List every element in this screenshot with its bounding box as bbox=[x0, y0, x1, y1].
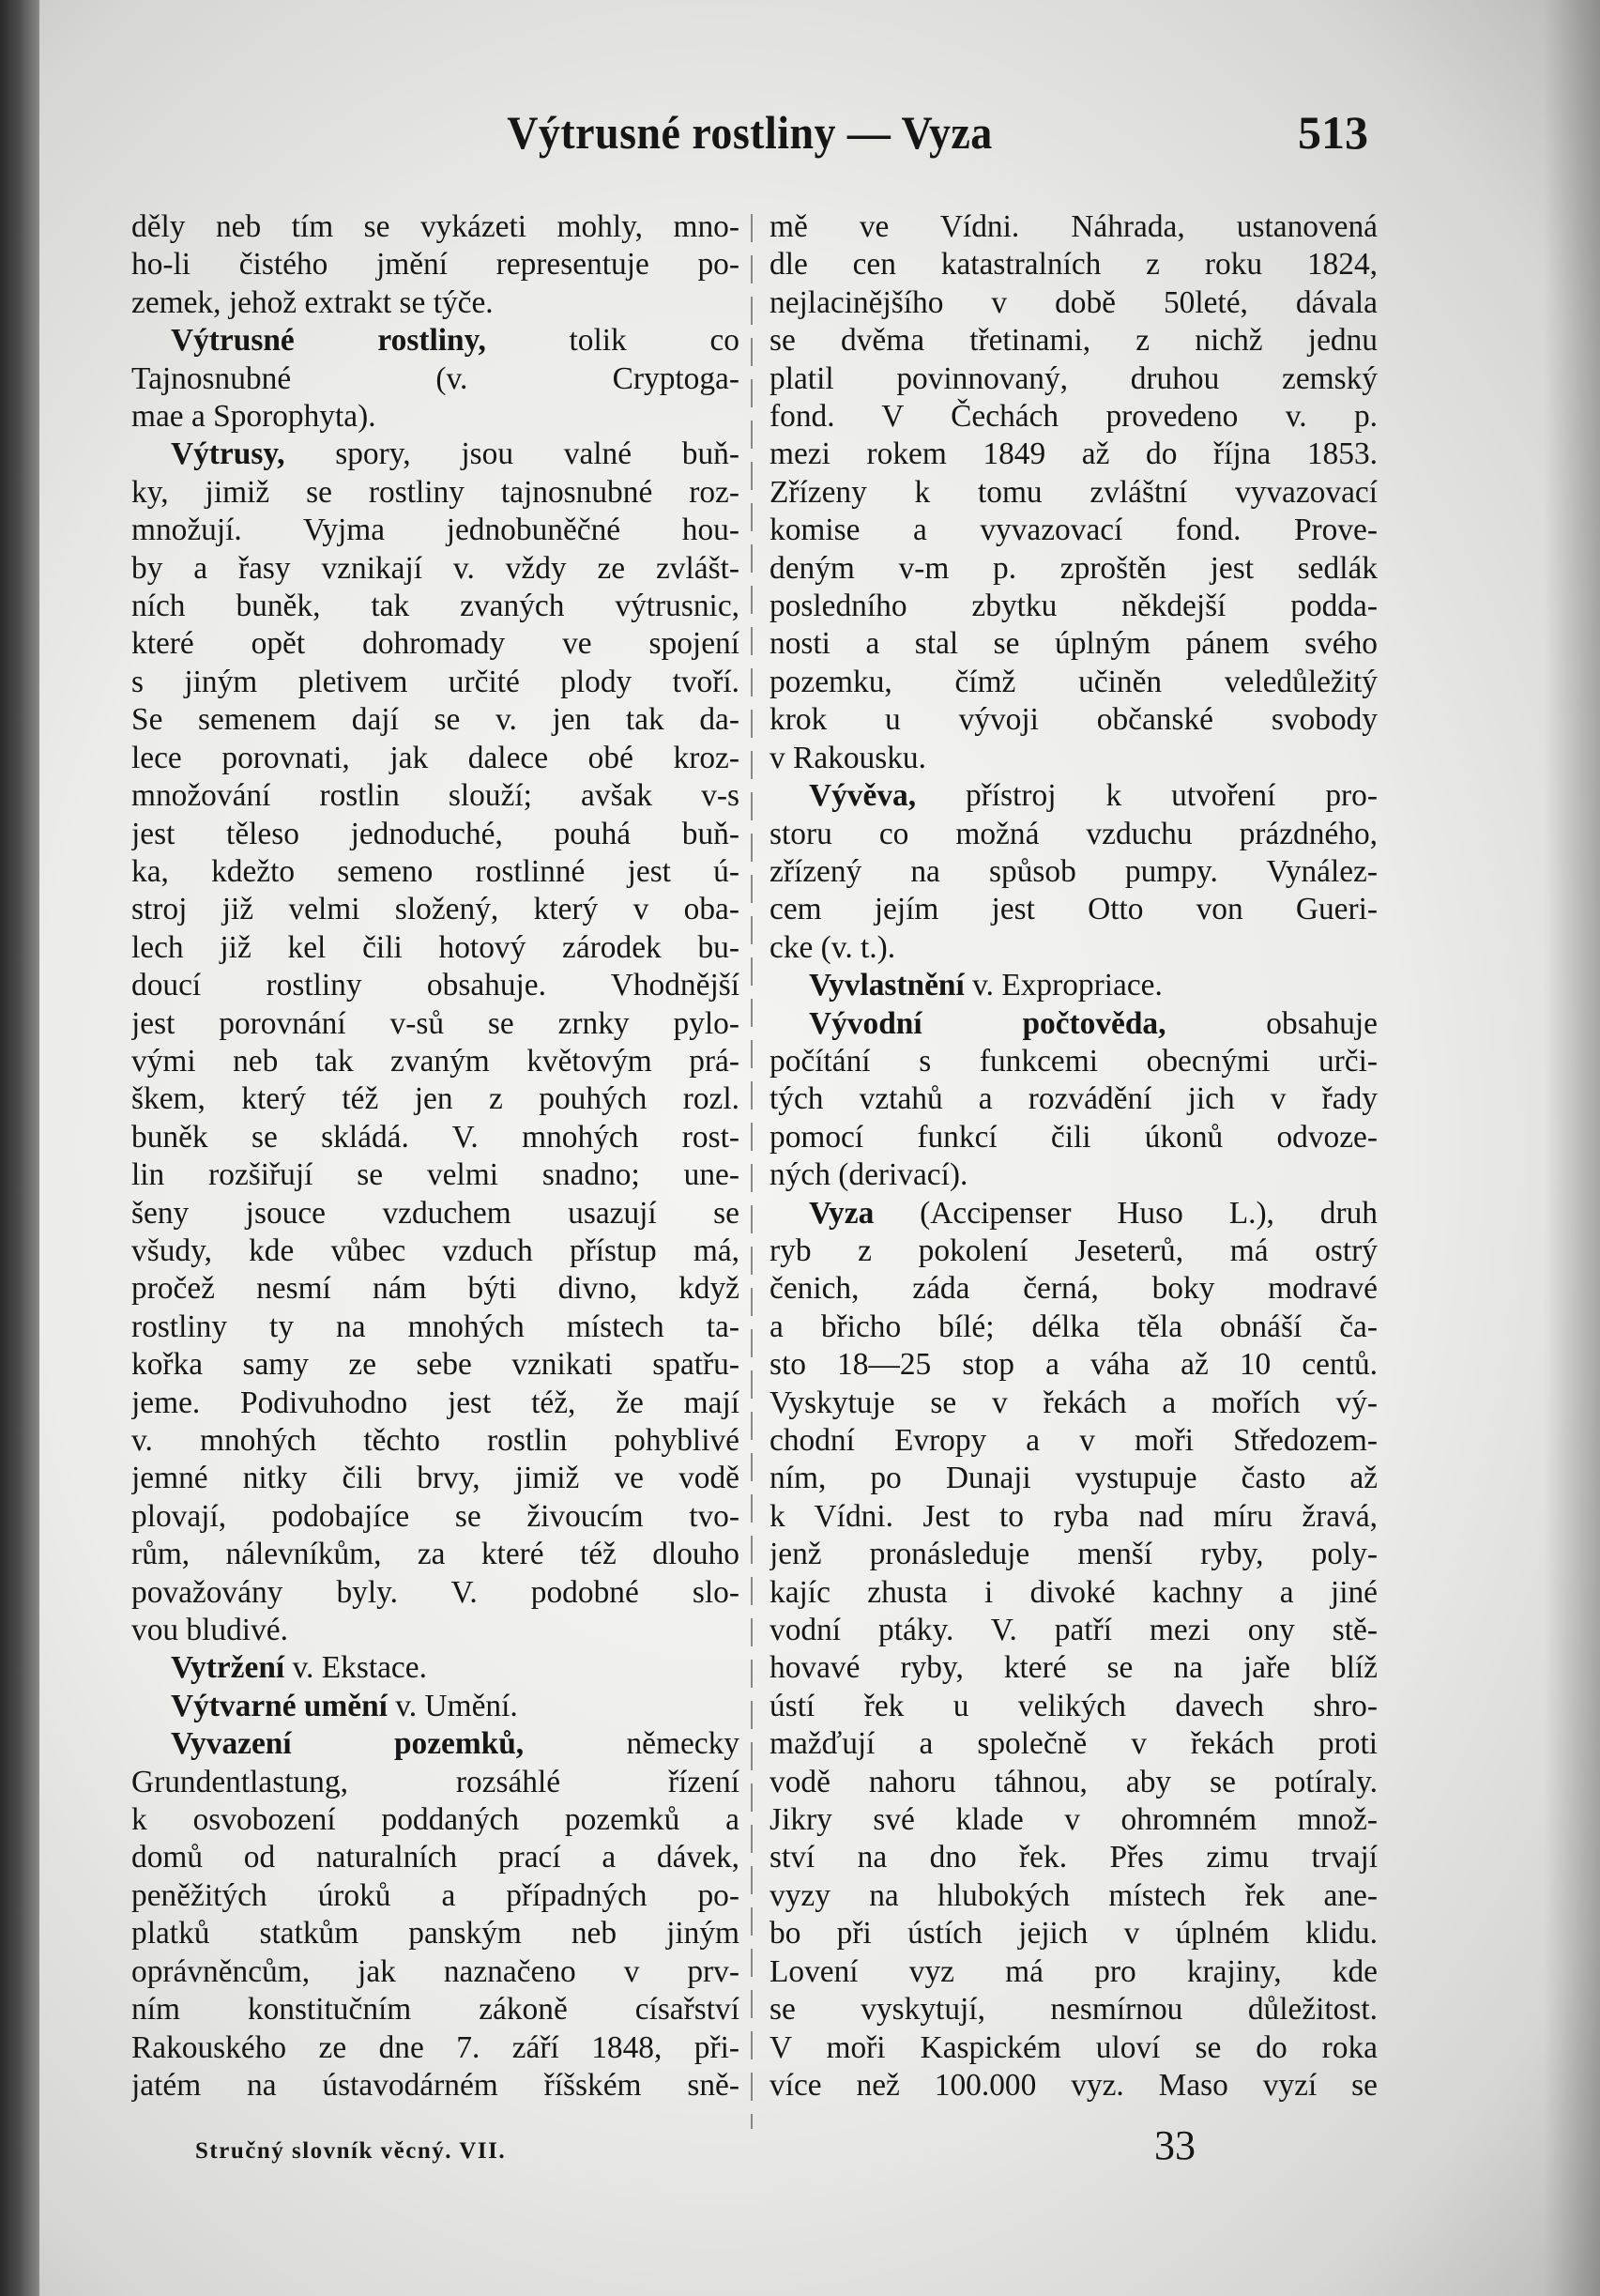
entry-text: v. Umění. bbox=[387, 1688, 518, 1723]
text-line: jest těleso jednoduché, pouhá buň- bbox=[131, 816, 739, 851]
text-line: ství na dno řek. Přes zimu trvají bbox=[770, 1840, 1378, 1875]
text-line: vou bludivé. bbox=[131, 1613, 288, 1648]
text-line bbox=[131, 436, 739, 473]
text-line: krok u vývoji občanské svobody bbox=[770, 702, 1378, 738]
text-line: s jiným pletivem určité plody tvoří. bbox=[131, 664, 739, 699]
entry-headword: Vyvlastnění bbox=[809, 968, 965, 1003]
text-line bbox=[770, 967, 1378, 1004]
text-line: šeny jsouce vzduchem usazují se bbox=[131, 1195, 739, 1231]
text-line: chodní Evropy a v moři Středozem- bbox=[770, 1423, 1378, 1458]
text-line bbox=[770, 777, 1378, 815]
text-line: domů od naturalních prací a dávek, bbox=[131, 1840, 739, 1875]
text-line: ním konstitučním zákoně císařství bbox=[131, 1992, 739, 2028]
entry-headword: Vývěva, bbox=[809, 778, 917, 814]
text-line: ka, kdežto semeno rostlinné jest ú- bbox=[131, 853, 739, 889]
text-line: Se semenem dají se v. jen tak da- bbox=[131, 702, 739, 738]
text-line: plovají, podobajíce se živoucím tvo- bbox=[131, 1498, 739, 1534]
text-line: V moři Kaspickém uloví se do roka bbox=[770, 2029, 1378, 2065]
text-line: platků statkům panským neb jiným bbox=[131, 1916, 739, 1952]
text-line: doucí rostliny obsahuje. Vhodnější bbox=[131, 968, 739, 1003]
text-line: pročež nesmí nám býti divno, když bbox=[131, 1271, 739, 1307]
running-title: Výtrusné rostliny — Vyza bbox=[507, 106, 993, 159]
text-line: množují. Vyjma jednobuněčné hou- bbox=[131, 513, 739, 548]
text-line: vými neb tak zvaným květovým prá- bbox=[131, 1043, 739, 1079]
text-line: ho-li čistého jmění representuje po- bbox=[131, 247, 739, 283]
text-line: mě ve Vídni. Náhrada, ustanovená bbox=[770, 209, 1378, 244]
entry-headword: Vyza bbox=[809, 1195, 875, 1231]
text-line: se vyskytují, nesmírnou důležitost. bbox=[770, 1992, 1378, 2028]
text-line: by a řasy vznikají v. vždy ze zvlášt- bbox=[131, 550, 739, 586]
text-line: ním, po Dunaji vystupuje často až bbox=[770, 1461, 1378, 1496]
text-line: rům, nálevníkům, za které též dlouho bbox=[131, 1537, 739, 1572]
text-line: sto 18—25 stop a váha až 10 centů. bbox=[770, 1347, 1378, 1383]
entry-text: obsahuje bbox=[1166, 1005, 1378, 1041]
text-line: počítání s funkcemi obecnými urči- bbox=[770, 1043, 1378, 1079]
text-line: mezi rokem 1849 až do října 1853. bbox=[770, 436, 1378, 472]
text-line bbox=[131, 1649, 739, 1687]
text-line: k Vídni. Jest to ryba nad míru žravá, bbox=[770, 1498, 1378, 1534]
text-line: vyzy na hlubokých místech řek ane- bbox=[770, 1877, 1378, 1913]
text-line: buněk se skládá. V. mnohých rost- bbox=[131, 1119, 739, 1155]
text-line: množování rostlin slouží; avšak v-s bbox=[131, 778, 739, 814]
entry-headword: Výtrusné rostliny, bbox=[171, 323, 486, 359]
column-divider bbox=[751, 214, 753, 2129]
text-line: dle cen katastralních z roku 1824, bbox=[770, 247, 1378, 283]
text-line: jeme. Podivuhodno jest též, že mají bbox=[131, 1385, 739, 1420]
text-line: vodní ptáky. V. patří mezi ony stě- bbox=[770, 1613, 1378, 1648]
text-line: zemek, jehož extrakt se týče. bbox=[131, 284, 494, 320]
text-line: storu co možná vzduchu prázdného, bbox=[770, 816, 1378, 851]
text-line: Tajnosnubné (v. Cryptoga- bbox=[131, 360, 739, 396]
entry-headword: Vytržení bbox=[171, 1650, 285, 1686]
text-line: považovány byly. V. podobné slo- bbox=[131, 1574, 739, 1610]
text-line: které opět dohromady ve spojení bbox=[131, 626, 739, 662]
entry-text: v. Expropriace. bbox=[964, 968, 1163, 1003]
entry-text: tolik co bbox=[485, 323, 739, 359]
text-line: Grundentlastung, rozsáhlé řízení bbox=[131, 1764, 739, 1799]
text-line: ky, jimiž se rostliny tajnosnubné roz- bbox=[131, 474, 739, 510]
text-line: více než 100.000 vyz. Maso vyzí se bbox=[770, 2067, 1378, 2103]
text-line: děly neb tím se vykázeti mohly, mno- bbox=[131, 209, 739, 244]
text-line: mae a Sporophyta). bbox=[131, 399, 376, 435]
text-line: jemné nitky čili brvy, jimiž ve vodě bbox=[131, 1461, 739, 1496]
right-text-column bbox=[770, 208, 1378, 2105]
entry-headword: Výtvarné umění bbox=[171, 1688, 388, 1723]
text-line: k osvobození poddaných pozemků a bbox=[131, 1802, 739, 1838]
entry-headword: Vývodní počtověda, bbox=[809, 1005, 1166, 1041]
text-line: Lovení vyz má pro krajiny, kde bbox=[770, 1953, 1378, 1989]
text-line: a břicho bílé; délka těla obnáší ča- bbox=[770, 1309, 1378, 1344]
entry-text: přístroj k utvoření pro- bbox=[916, 778, 1378, 814]
text-line: nejlacinějšího v době 50leté, dávala bbox=[770, 284, 1378, 320]
text-line: kořka samy ze sebe vznikati spatřu- bbox=[131, 1347, 739, 1383]
text-line: jest porovnání v-sů se zrnky pylo- bbox=[131, 1005, 739, 1041]
text-line: kajíc zhusta i divoké kachny a jiné bbox=[770, 1574, 1378, 1610]
text-line: mažďují a společně v řekách proti bbox=[770, 1726, 1378, 1762]
text-line: lece porovnati, jak dalece obé kroz- bbox=[131, 740, 739, 775]
text-line: lin rozšiřují se velmi snadno; une- bbox=[131, 1157, 739, 1193]
text-line: pomocí funkcí čili úkonů odvoze- bbox=[770, 1119, 1378, 1155]
text-line: zřízený na spůsob pumpy. Vynález- bbox=[770, 853, 1378, 889]
text-line: lech již kel čili hotový zárodek bu- bbox=[131, 929, 739, 965]
entry-headword: Výtrusy, bbox=[171, 436, 285, 472]
text-line: vodě nahoru táhnou, aby se potíraly. bbox=[770, 1764, 1378, 1799]
text-line: platil povinnovaný, druhou zemský bbox=[770, 360, 1378, 396]
text-line: hovavé ryby, které se na jaře blíž bbox=[770, 1650, 1378, 1686]
text-line bbox=[131, 322, 739, 360]
text-line: v. mnohých těchto rostlin pohyblivé bbox=[131, 1423, 739, 1458]
text-line: rostliny ty na mnohých místech ta- bbox=[131, 1309, 739, 1344]
text-line: Vyskytuje se v řekách a mořích vý- bbox=[770, 1385, 1378, 1420]
text-line: posledního zbytku někdejší podda- bbox=[770, 589, 1378, 624]
text-line: Zřízeny k tomu zvláštní vyvazovací bbox=[770, 474, 1378, 510]
text-line bbox=[770, 1195, 1378, 1232]
entry-text: (Accipenser Huso L.), druh bbox=[874, 1195, 1378, 1231]
text-line: se dvěma třetinami, z nichž jednu bbox=[770, 323, 1378, 359]
text-line: Jikry své klade v ohromném množ- bbox=[770, 1802, 1378, 1838]
text-line bbox=[770, 1005, 1378, 1043]
page-header bbox=[131, 105, 1368, 171]
text-line: ních buněk, tak zvaných výtrusnic, bbox=[131, 589, 739, 624]
book-binding-shadow bbox=[0, 0, 39, 2296]
text-line: ných (derivací). bbox=[770, 1157, 968, 1193]
text-line: pozemku, čímž učiněn veledůležitý bbox=[770, 664, 1378, 699]
text-line: čenich, záda černá, boky modravé bbox=[770, 1271, 1378, 1307]
print-signature: Stručný slovník věcný. VII. bbox=[195, 2138, 507, 2164]
text-line: bo při ústích jejich v úplném klidu. bbox=[770, 1916, 1378, 1952]
text-line: cem jejím jest Otto von Gueri- bbox=[770, 892, 1378, 927]
text-line: fond. V Čechách provedeno v. p. bbox=[770, 399, 1378, 435]
text-line: jenž pronásleduje menší ryby, poly- bbox=[770, 1537, 1378, 1572]
page-edge-shadow bbox=[1544, 0, 1600, 2296]
text-line: nosti a stal se úplným pánem svého bbox=[770, 626, 1378, 662]
text-line bbox=[131, 1688, 739, 1725]
text-line: stroj již velmi složený, který v oba- bbox=[131, 892, 739, 927]
text-line: tých vztahů a rozvádění jich v řady bbox=[770, 1081, 1378, 1117]
text-line: cke (v. t.). bbox=[770, 929, 896, 965]
text-line: v Rakousku. bbox=[770, 740, 926, 775]
entry-text: v. Ekstace. bbox=[284, 1650, 427, 1686]
text-line bbox=[131, 1725, 739, 1763]
entry-text: německy bbox=[524, 1726, 739, 1762]
text-line: Rakouského ze dne 7. září 1848, při- bbox=[131, 2029, 739, 2065]
page-footer bbox=[131, 2121, 1368, 2178]
entry-headword: Vyvazení pozemků, bbox=[171, 1726, 525, 1762]
text-line: komise a vyvazovací fond. Prove- bbox=[770, 513, 1378, 548]
text-line: škem, který též jen z pouhých rozl. bbox=[131, 1081, 739, 1117]
text-line: všudy, kde vůbec vzduch přístup má, bbox=[131, 1232, 739, 1268]
page-number: 513 bbox=[1298, 106, 1368, 159]
text-line: oprávněncům, jak naznačeno v prv- bbox=[131, 1953, 739, 1989]
sheet-number: 33 bbox=[1154, 2122, 1196, 2168]
text-line: ryb z pokolení Jeseterů, má ostrý bbox=[770, 1232, 1378, 1268]
text-line: ústí řek u velikých davech shro- bbox=[770, 1688, 1378, 1723]
text-line: peněžitých úroků a případných po- bbox=[131, 1877, 739, 1913]
left-text-column bbox=[131, 208, 739, 2105]
text-line: jatém na ústavodárném říšském sně- bbox=[131, 2067, 739, 2103]
entry-text: spory, jsou valné buň- bbox=[284, 436, 739, 472]
text-line: deným v-m p. zproštěn jest sedlák bbox=[770, 550, 1378, 586]
